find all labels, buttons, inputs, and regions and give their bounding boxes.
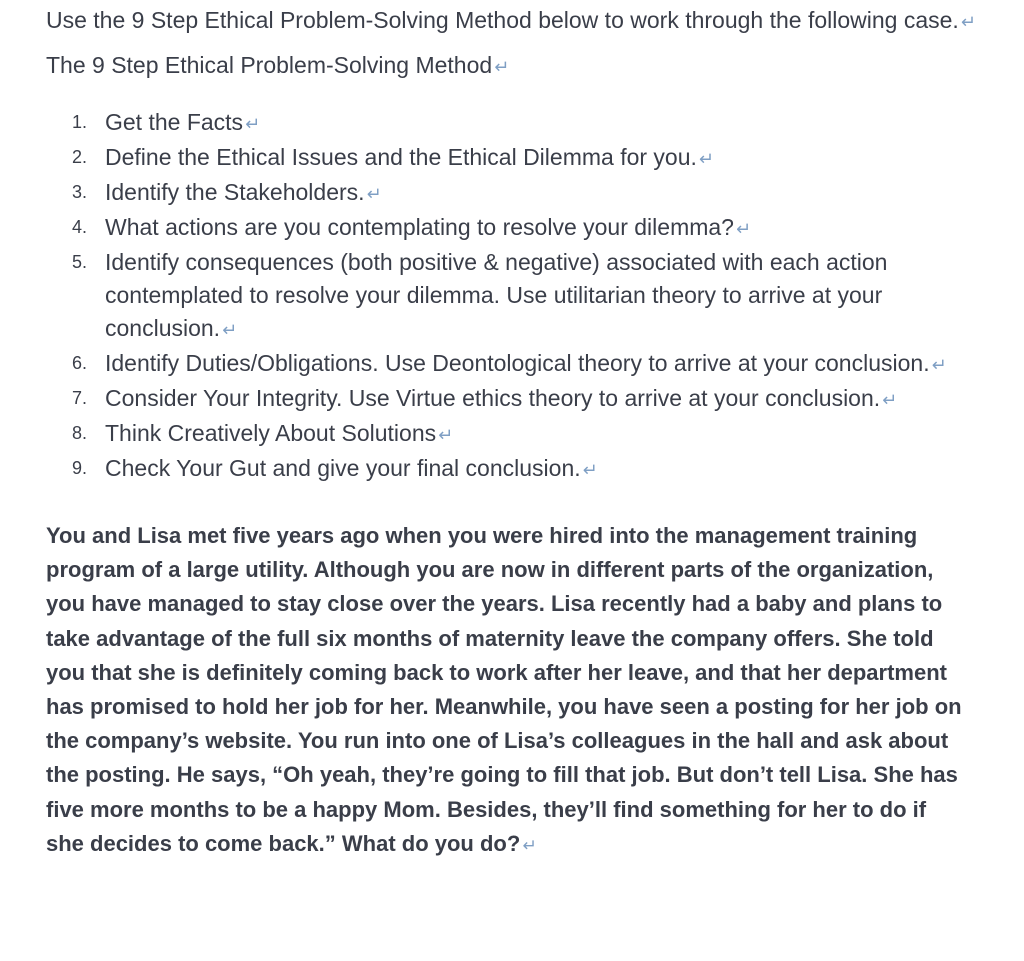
step-number: 4. <box>71 217 87 237</box>
step-text: Identify consequences (both positive & negative) associated with each action contemplated to resolve your dilemma. Use utilitarian theory to arrive at your conclusion. <box>105 249 888 341</box>
step-item <box>46 382 986 417</box>
case-text: You and Lisa met five years ago when you were hired into the management training program of a large utility. Although you are now in different parts of the organization, you have managed to stay close over the years. Lisa recently had a baby and plans to take advantage of the full six months of maternity leave the company offers. She told you that she is definitely coming back to work after her leave, and that her department has promised to hold her job for her. Meanwhile, you have seen a posting for her job on the company’s website. You run into one of Lisa’s colleagues in the hall and ask about the posting. He says, “Oh yeah, they’re going to fill that job. But don’t tell Lisa. She has five more months to be a happy Mom. Besides, they’ll find something for her to do if she decides to come back.” What do you do? <box>46 523 962 856</box>
paragraph-mark-icon: ↵ <box>960 12 976 32</box>
case-paragraph <box>46 519 986 862</box>
step-text-container <box>105 106 986 141</box>
step-text: Identify Duties/Obligations. Use Deontological theory to arrive at your conclusion. <box>105 350 930 376</box>
paragraph-mark-icon: ↵ <box>222 320 238 340</box>
step-item <box>46 347 986 382</box>
document-body <box>46 6 986 862</box>
step-text: What actions are you contemplating to resolve your dilemma? <box>105 214 734 240</box>
step-number: 9. <box>71 458 87 478</box>
step-text: Get the Facts <box>105 109 244 135</box>
step-text-container <box>105 211 986 246</box>
step-number: 2. <box>71 147 87 167</box>
step-item <box>46 211 986 246</box>
paragraph-mark-icon: ↵ <box>582 460 598 480</box>
step-text-container <box>105 382 986 417</box>
paragraph-mark-icon: ↵ <box>245 114 261 134</box>
step-number: 3. <box>71 182 87 202</box>
paragraph-mark-icon: ↵ <box>735 219 752 239</box>
step-text-container <box>105 452 986 487</box>
step-item <box>46 176 986 211</box>
step-text: Identify the Stakeholders. <box>105 179 365 205</box>
step-text-container <box>105 347 986 382</box>
step-text-container <box>105 246 986 347</box>
step-text: Think Creatively About Solutions <box>105 420 437 446</box>
paragraph-mark-icon: ↵ <box>438 425 454 445</box>
step-item <box>46 141 986 176</box>
paragraph-mark-icon: ↵ <box>698 149 714 169</box>
step-number: 1. <box>71 112 87 132</box>
paragraph-mark-icon: ↵ <box>494 57 510 77</box>
step-item <box>46 417 986 452</box>
step-text: Consider Your Integrity. Use Virtue ethics theory to arrive at your conclusion. <box>105 385 881 411</box>
step-number: 8. <box>71 423 87 443</box>
step-number: 5. <box>71 252 87 272</box>
paragraph-mark-icon: ↵ <box>366 184 382 204</box>
step-number: 7. <box>71 388 87 408</box>
step-text-container <box>105 176 986 211</box>
intro-text: Use the 9 Step Ethical Problem-Solving Method below to work through the following case. <box>46 7 959 33</box>
intro-paragraph <box>46 6 986 37</box>
step-text: Define the Ethical Issues and the Ethical Dilemma for you. <box>105 144 697 170</box>
step-number: 6. <box>71 353 87 373</box>
step-item <box>46 246 986 347</box>
steps-list <box>46 106 986 487</box>
step-text-container <box>105 417 986 452</box>
paragraph-mark-icon: ↵ <box>522 834 537 855</box>
paragraph-mark-icon: ↵ <box>931 355 947 375</box>
step-text-container <box>105 141 986 176</box>
step-text: Check Your Gut and give your final conclusion. <box>105 455 581 481</box>
method-title-text: The 9 Step Ethical Problem-Solving Method <box>46 52 493 78</box>
step-item <box>46 452 986 487</box>
step-item <box>46 106 986 141</box>
paragraph-mark-icon: ↵ <box>882 390 898 410</box>
method-title <box>46 51 986 82</box>
